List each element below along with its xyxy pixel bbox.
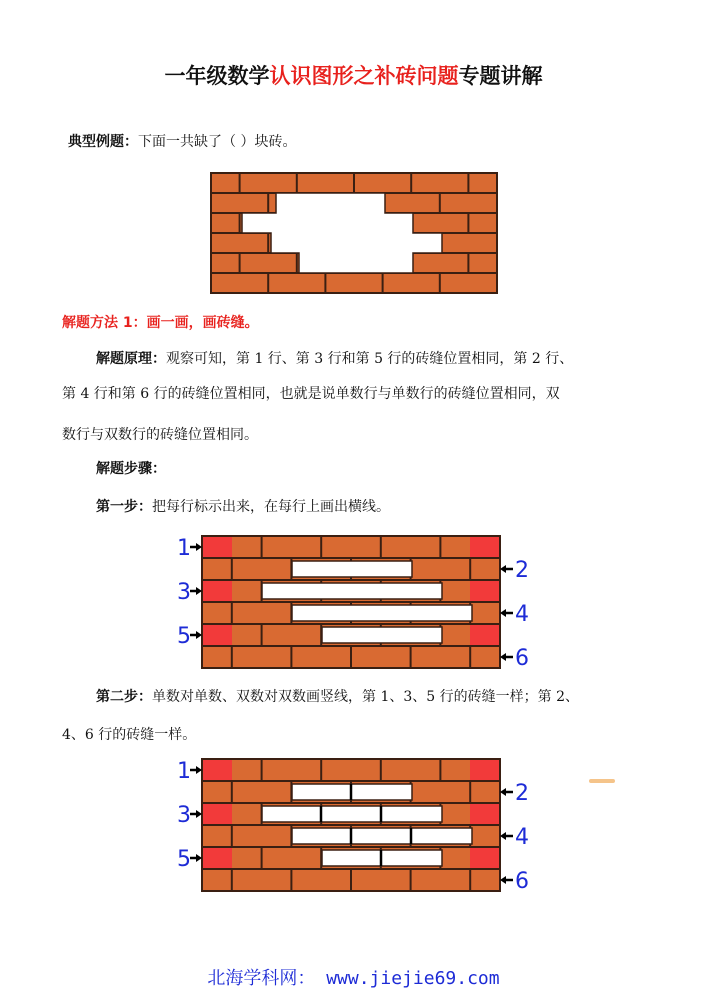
row-number-label: 2 [515, 558, 529, 583]
example-text: 下面一共缺了（ ）块砖。 [138, 134, 297, 150]
page-title: 一年级数学认识图形之补砖问题专题讲解 [164, 64, 543, 88]
wall-figure-step1 [172, 533, 532, 675]
row-number-label: 3 [177, 803, 191, 828]
missing-bricks-hole [262, 583, 442, 599]
wall-figure-example [208, 170, 500, 296]
highlighted-brick [470, 537, 499, 557]
wall-figure-step2 [172, 756, 532, 898]
row-number-label: 6 [515, 646, 529, 671]
row-number-label: 3 [177, 580, 191, 605]
footer-website: 北海学科网： www.jiejie69.com [207, 968, 500, 989]
missing-bricks-hole [262, 806, 442, 822]
missing-bricks-hole [292, 828, 472, 844]
missing-bricks-hole [292, 605, 472, 621]
missing-bricks-hole [292, 561, 412, 577]
highlighted-brick [470, 625, 499, 645]
highlighted-brick [203, 848, 232, 868]
highlighted-brick [470, 848, 499, 868]
row-number-label: 6 [515, 869, 529, 894]
highlighted-brick [203, 804, 232, 824]
principle-line-3: 数行与双数行的砖缝位置相同。 [62, 427, 258, 443]
method-heading: 解题方法 1：画一画，画砖缝。 [62, 315, 259, 331]
example-label: 典型例题： [68, 134, 138, 150]
step2-line-1: 第二步：单数对单数、双数对双数画竖线，第 1、3、5 行的砖缝一样；第 2、 [96, 689, 579, 705]
row-number-label: 4 [515, 602, 529, 627]
highlighted-brick [203, 537, 232, 557]
row-number-label: 4 [515, 825, 529, 850]
row-number-label: 1 [177, 759, 191, 784]
row-number-label: 2 [515, 781, 529, 806]
principle-line-2: 第 4 行和第 6 行的砖缝位置相同，也就是说单数行与单数行的砖缝位置相同，双 [62, 386, 560, 402]
steps-heading: 解题步骤： [96, 461, 166, 477]
row-number-label: 5 [177, 847, 191, 872]
highlighted-brick [470, 760, 499, 780]
step1-text: 第一步：把每行标示出来，在每行上画出横线。 [96, 499, 390, 515]
row-number-label: 5 [177, 624, 191, 649]
highlighted-brick [203, 760, 232, 780]
decorative-stroke [589, 779, 615, 783]
missing-bricks-hole [322, 627, 442, 643]
highlighted-brick [203, 581, 232, 601]
highlighted-brick [470, 581, 499, 601]
highlighted-brick [203, 625, 232, 645]
example-question [68, 135, 296, 149]
highlighted-brick [470, 804, 499, 824]
step2-line-2: 4、6 行的砖缝一样。 [62, 727, 197, 743]
row-number-label: 1 [177, 536, 191, 561]
principle-line-1: 解题原理：观察可知，第 1 行、第 3 行和第 5 行的砖缝位置相同，第 2 行、 [96, 351, 574, 367]
